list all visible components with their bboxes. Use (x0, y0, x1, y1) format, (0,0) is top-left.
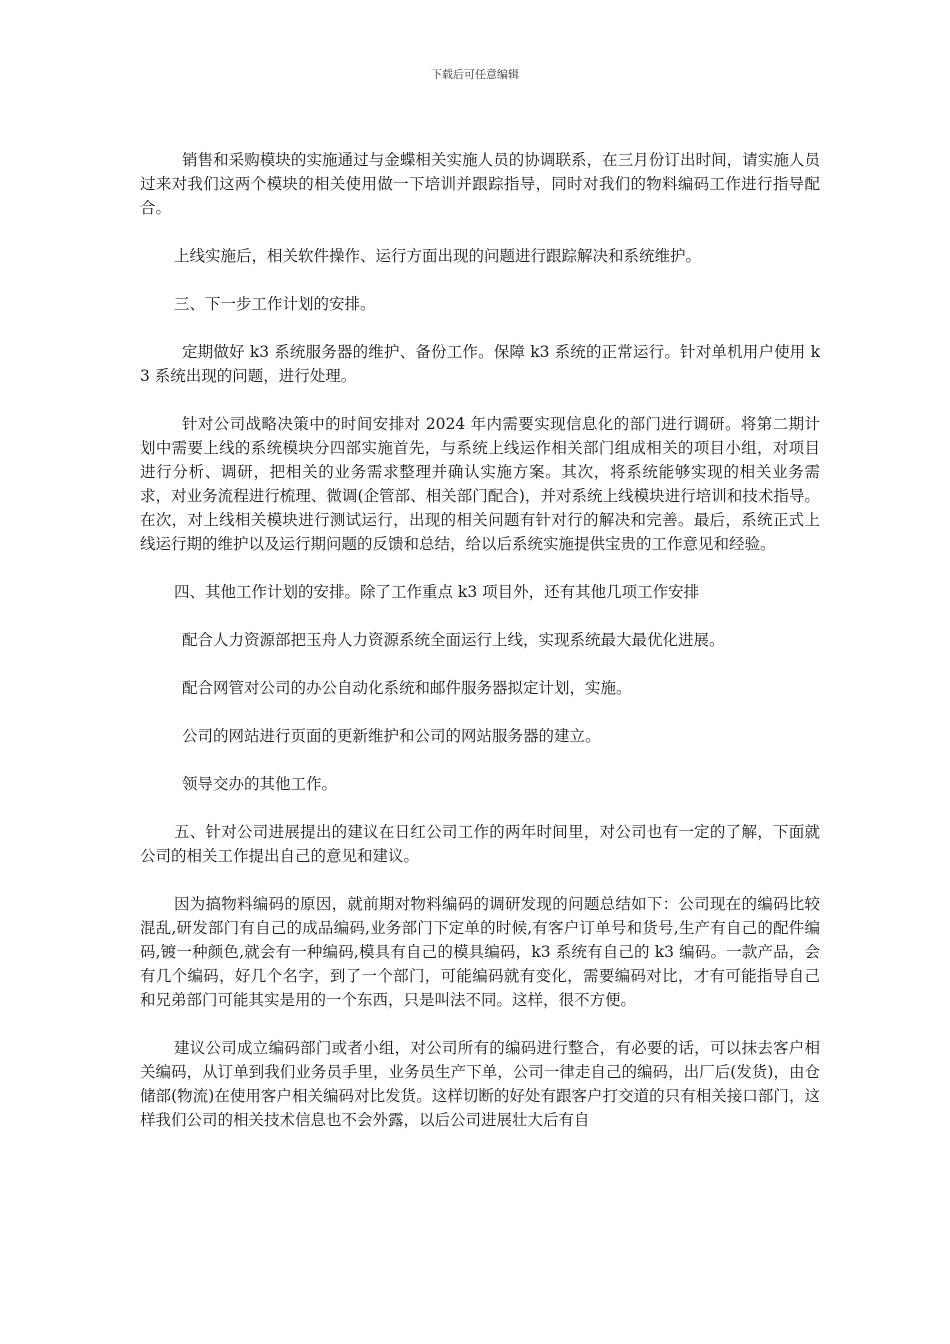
paragraph-strategy-research: 针对公司战略决策中的时间安排对 2024 年内需要实现信息化的部门进行调研。将第二期计划中需要上线的系统模块分四部实施首先，与系统上线运作相关部门组成相关的项目小组，对项目进行分析、调研，把相关的业务需求整理并确认实施方案。其次，将系统能够实现的相关业务需求，对业务流程进行梳理、微调(企管部、相关部门配合)，并对系统上线模块进行培训和技术指导。在次，对上线相关模块进行测试运行，出现的相关问题有针对行的解决和完善。最后，系统正式上线运行期的维护以及运行期问题的反馈和总结，给以后系统实施提供宝贵的工作意见和经验。 (140, 415, 820, 553)
paragraph-k3-maintenance: 定期做好 k3 系统服务器的维护、备份工作。保障 k3 系统的正常运行。针对单机用户使用 k3 系统出现的问题，进行处理。 (140, 343, 820, 385)
list-item-office-automation: 配合网管对公司的办公自动化系统和邮件服务器拟定计划，实施。 (182, 679, 632, 697)
section-heading-5: 五、针对公司进展提出的建议在日红公司工作的两年时间里，对公司也有一定的了解，下面就公司的相关工作提出自己的意见和建议。 (140, 823, 820, 865)
section-heading-3: 三、下一步工作计划的安排。 (174, 295, 376, 313)
document-body (140, 148, 820, 1156)
section-heading-4: 四、其他工作计划的安排。除了工作重点 k3 项目外，还有其他几项工作安排 (174, 583, 700, 601)
list-item-website: 公司的网站进行页面的更新维护和公司的网站服务器的建立。 (182, 727, 601, 745)
list-item-other-tasks: 领导交办的其他工作。 (182, 775, 338, 793)
paragraph-sales-purchase: 销售和采购模块的实施通过与金蝶相关实施人员的协调联系，在三月份订出时间，请实施人员过来对我们这两个模块的相关使用做一下培训并跟踪指导，同时对我们的物料编码工作进行指导配合。 (140, 151, 820, 217)
page-header-note: 下载后可任意编辑 (431, 68, 519, 81)
paragraph-post-launch: 上线实施后，相关软件操作、运行方面出现的问题进行跟踪解决和系统维护。 (174, 247, 702, 265)
paragraph-material-coding-issues: 因为搞物料编码的原因，就前期对物料编码的调研发现的问题总结如下：公司现在的编码比较混乱,研发部门有自己的成品编码,业务部门下定单的时候,有客户订单号和货号,生产有自己的配件编码,镀一种颜色,就会有一种编码,模具有自己的模具编码，k3 系统有自己的 k3 编码。一款产品，会有几个编码，好几个名字，到了一个部门，可能编码就有变化，需要编码对比，才有可能指导自己和兄弟部门可能其实是用的一个东西，只是叫法不同。这样，很不方便。 (140, 895, 820, 1009)
list-item-hr-system: 配合人力资源部把玉舟人力资源系统全面运行上线，实现系统最大最优化进展。 (182, 631, 725, 649)
paragraph-coding-suggestion: 建议公司成立编码部门或者小组，对公司所有的编码进行整合，有必要的话，可以抹去客户相关编码，从订单到我们业务员手里，业务员生产下单，公司一律走自己的编码，出厂后(发货)，由仓储部(物流)在使用客户相关编码对比发货。这样切断的好处有跟客户打交道的只有相关接口部门，这样我们公司的相关技术信息也不会外露，以后公司进展壮大后有自 (140, 1039, 820, 1129)
